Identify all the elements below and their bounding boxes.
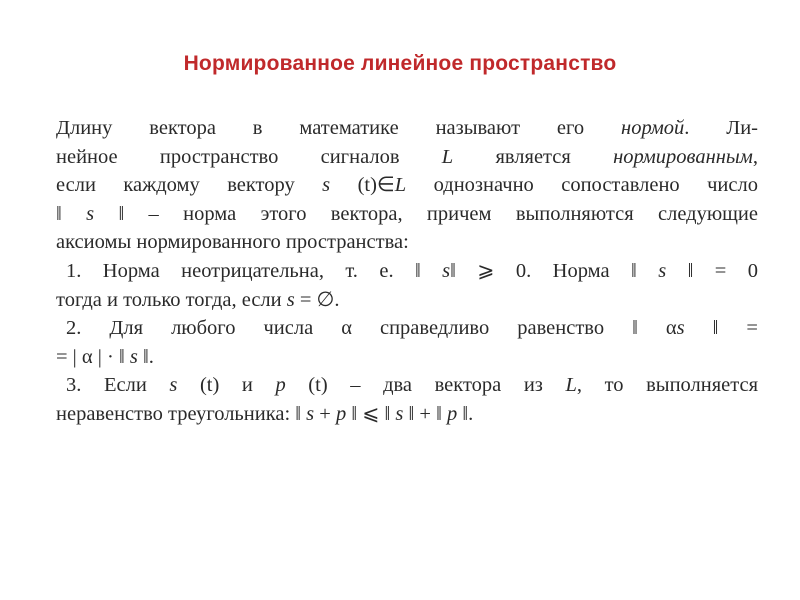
symbol-s: s (442, 259, 451, 282)
symbol-s: s (676, 317, 685, 340)
axiom-2-line-1 (56, 314, 758, 343)
symbol-L: L (394, 174, 407, 197)
text-fragment: ‖ ⩾ 0. Норма ‖ (450, 259, 659, 282)
text-fragment: , то выполняется (576, 374, 758, 397)
text-block (56, 114, 758, 429)
symbol-s: s (306, 402, 315, 425)
formula-fragment: ‖ = 0 (666, 259, 758, 282)
term-normed: нормированным (613, 145, 753, 168)
text-fragment: 1. Норма неотрицательна, т. е. ‖ (66, 259, 443, 282)
term-norm: нормой (621, 117, 685, 139)
formula-fragment: = | α | · ‖ (56, 345, 130, 368)
symbol-L: L (565, 374, 577, 397)
text-line-1 (56, 114, 758, 143)
text-fragment: (t) – два вектора из (285, 374, 566, 397)
symbol-L: L (441, 145, 454, 168)
axiom-1-line-2 (56, 286, 758, 315)
text-fragment: является (453, 145, 614, 168)
text-fragment: , (752, 145, 758, 168)
symbol-s: s (169, 374, 178, 397)
formula-fragment: ‖ (56, 202, 87, 225)
symbol-s: s (322, 174, 331, 197)
symbol-s: s (286, 288, 295, 311)
symbol-s: s (658, 259, 667, 282)
text-fragment: 3. Если (66, 374, 170, 397)
symbol-s: s (86, 202, 95, 225)
text-line-2 (56, 143, 758, 172)
symbol-p: p (335, 402, 347, 425)
axiom-3-line-1 (56, 371, 758, 400)
text-fragment: . Ли- (684, 117, 758, 139)
text-fragment: 2. Для любого числа α справедливо равенство ‖ α (66, 317, 677, 340)
axiom-3-line-2 (56, 400, 758, 429)
text-fragment: тогда и только тогда, если (56, 288, 287, 311)
text-fragment: Длину вектора в математике называют его (56, 117, 622, 139)
slide-title: Нормированное линейное пространство (183, 52, 617, 75)
formula-fragment: ‖ = (684, 317, 758, 340)
text-fragment: однозначно сопоставлено число (406, 174, 758, 197)
axiom-2-line-2 (56, 343, 758, 372)
symbol-s: s (395, 402, 404, 425)
text-fragment: если каждому вектору (56, 174, 323, 197)
text-fragment: нейное пространство сигналов (56, 145, 442, 168)
text-fragment: ‖ – норма этого вектора, причем выполняются следующие (94, 202, 758, 225)
text-fragment: неравенство треугольника: ‖ (56, 402, 307, 425)
text-line-5: аксиомы нормированного пространства: (56, 231, 409, 254)
formula-fragment: + (314, 402, 336, 425)
symbol-p: p (275, 374, 286, 397)
formula-fragment: (t) и (177, 374, 276, 397)
symbol-p: p (446, 402, 458, 425)
formula-fragment: (t)∈ (330, 174, 395, 197)
text-line-4 (56, 200, 758, 229)
formula-fragment: ‖ ⩽ ‖ (346, 402, 396, 425)
formula-fragment: = ∅. (294, 288, 340, 311)
text-line-3 (56, 171, 758, 200)
formula-fragment: ‖. (137, 345, 154, 368)
formula-fragment: ‖. (457, 402, 474, 425)
symbol-s: s (129, 345, 138, 368)
axiom-1-line-1 (56, 257, 758, 286)
formula-fragment: ‖ + ‖ (403, 402, 447, 425)
